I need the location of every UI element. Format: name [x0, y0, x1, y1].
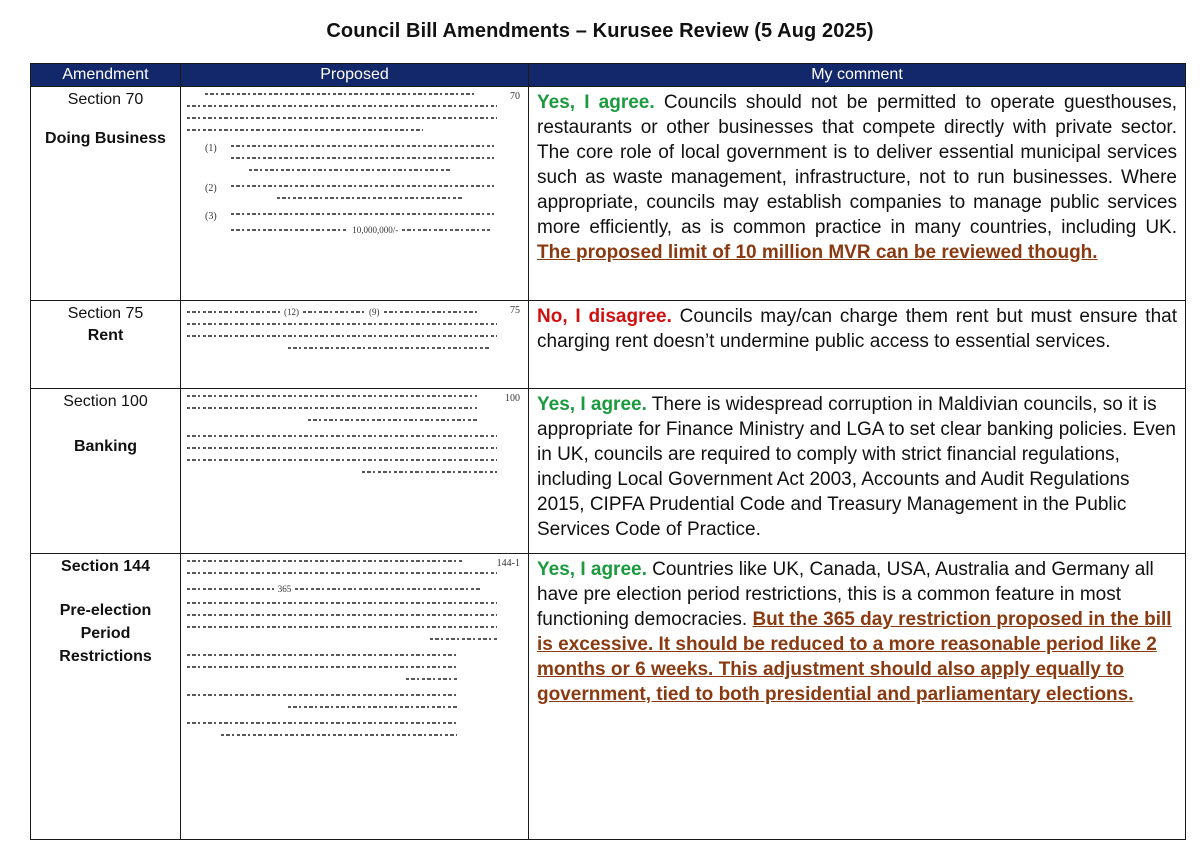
comment-body: Councils may/can charge them rent but must ensure that charging rent doesn’t undermine public access to essential services.	[537, 306, 1177, 352]
section-topic: Rent	[87, 327, 124, 344]
proposed-paragraph: 75 (12) (9)	[187, 307, 524, 349]
agree-label: Yes, I agree.	[537, 559, 647, 580]
agree-label: Yes, I agree.	[537, 394, 647, 415]
proposed-paragraph: 144-1 365	[187, 560, 524, 640]
comment-cell	[529, 554, 1186, 840]
proposed-paragraph	[187, 93, 524, 131]
section-label: Section 100	[63, 393, 148, 410]
amendment-cell	[31, 554, 181, 840]
section-label: Section 144	[61, 558, 150, 575]
header-amendment: Amendment	[31, 64, 181, 87]
comment-cell	[529, 301, 1186, 389]
page-title: Council Bill Amendments – Kurusee Review (5 Aug 2025)	[326, 20, 874, 42]
amendment-cell	[31, 87, 181, 301]
proposed-paragraph: (3) 10,000,000/-	[187, 213, 524, 235]
amendment-cell	[31, 301, 181, 389]
proposed-paragraph: 100	[187, 395, 524, 421]
amount-figure: 10,000,000/-	[352, 225, 399, 235]
proposed-text-image	[181, 301, 529, 389]
table-row	[31, 389, 1186, 554]
section-topic: Pre-election Period Restrictions	[59, 602, 152, 665]
proposed-paragraph	[187, 722, 524, 736]
section-label: Section 70	[67, 91, 144, 108]
clause-number: 70	[510, 91, 520, 102]
comment-cell	[529, 87, 1186, 301]
proposed-paragraph	[187, 694, 524, 708]
comment-body: There is widespread corruption in Maldivian councils, so it is appropriate for Finance Ministry and LGA to set clear banking policies. Even in UK, councils are required to comply with strict financial regulations, including Local Government Act 2003, Accounts and Audit Regulations 2015, CIPFA Prudential Code and Treasury Management in the Public Services Code of Practice.	[537, 394, 1176, 540]
table-row	[31, 87, 1186, 301]
proposed-paragraph	[187, 435, 524, 473]
comment-body: Countries like UK, Canada, USA, Australia and Germany all have pre election period restrictions, this is a common feature in most functioning democracies.	[537, 559, 1154, 630]
header-proposed: Proposed	[181, 64, 529, 87]
comment-cell	[529, 389, 1186, 554]
agree-label: Yes, I agree.	[537, 92, 655, 113]
comment-emphasis: But the 365 day restriction proposed in the bill is excessive. It should be reduced to a more reasonable period like 2 months or 6 weeks. This adjustment should also apply equally to government, tied to both presidential and parliamentary elections.	[537, 609, 1172, 705]
proposed-paragraph: (1)	[187, 145, 524, 171]
proposed-paragraph	[187, 654, 524, 680]
proposed-text-image	[181, 87, 529, 301]
header-comment: My comment	[529, 64, 1186, 87]
table-row	[31, 554, 1186, 840]
proposed-paragraph: (2)	[187, 185, 524, 199]
section-topic: Doing Business	[45, 130, 166, 147]
section-label: Section 75	[67, 305, 144, 322]
comment-body: Councils should not be permitted to operate guesthouses, restaurants or other businesses that compete directly with private sector. The core role of local government is to deliver essential municipal services such as waste management, infrastructure, not to run businesses. Where appropriate, councils may establish companies to manage public services more efficiently, as is common practice in many countries, including UK.	[537, 92, 1177, 238]
table-row	[31, 301, 1186, 389]
section-topic: Banking	[73, 438, 138, 455]
proposed-text-image	[181, 554, 529, 840]
amendments-table	[30, 63, 1186, 840]
proposed-text-image	[181, 389, 529, 554]
comment-emphasis: The proposed limit of 10 million MVR can be reviewed though.	[537, 242, 1098, 263]
table-header-row	[31, 64, 1186, 87]
amendment-cell	[31, 389, 181, 554]
disagree-label: No, I disagree.	[537, 306, 672, 327]
